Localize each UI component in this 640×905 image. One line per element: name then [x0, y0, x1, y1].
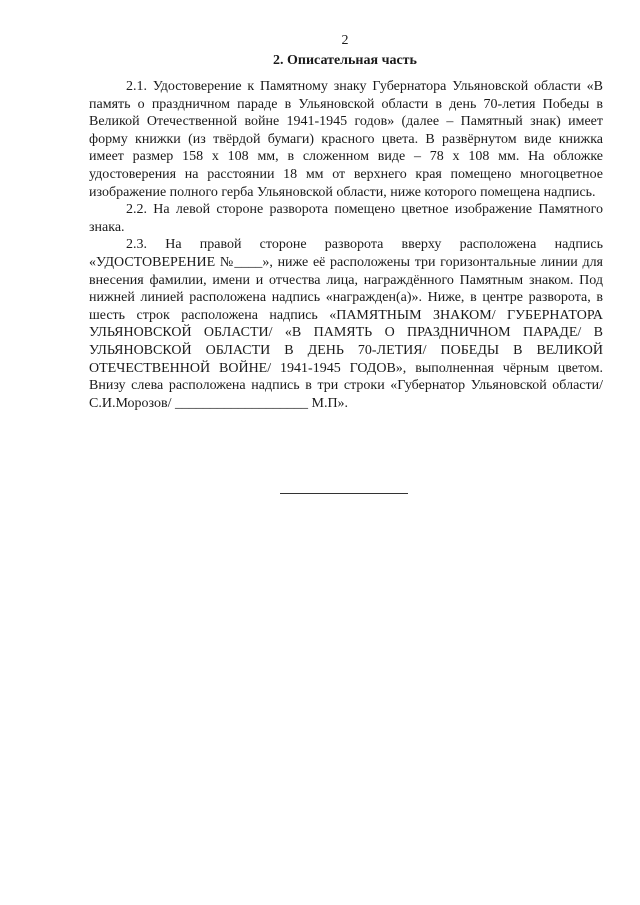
page-number: 2 — [341, 33, 349, 48]
end-separator-line — [280, 493, 408, 494]
body-text — [89, 78, 603, 412]
paragraph-2-3: 2.3. На правой стороне разворота вверху расположена надпись «УДОСТОВЕРЕНИЕ №____», ниже её расположены три горизонтальные линии для внесения фамилии, имени и отчества лица, награждённого Памятным знаком. Под нижней линией расположена надпись «награжден(а)». Ниже, в центре разворота, в шесть строк расположена надпись «ПАМЯТНЫМ ЗНАКОМ/ ГУБЕРНАТОРА УЛЬЯНОВСКОЙ ОБЛАСТИ/ «В ПАМЯТЬ О ПРАЗДНИЧНОМ ПАРАДЕ/ В УЛЬЯНОВСКОЙ ОБЛАСТИ В ДЕНЬ 70-ЛЕТИЯ/ ПОБЕДЫ В ВЕЛИКОЙ ОТЕЧЕСТВЕННОЙ ВОЙНЕ/ 1941-1945 ГОДОВ», выполненная чёрным цветом. Внизу слева расположена надпись в три строки «Губернатор Ульяновской области/ С.И.Морозов/ ___________________ М.П». — [89, 237, 603, 411]
section-title: 2. Описательная часть — [273, 53, 417, 68]
paragraph-2-1: 2.1. Удостоверение к Памятному знаку Губернатора Ульяновской области «В память о праздничном параде в Ульяновской области в день 70-летия Победы в Великой Отечественной войне 1941-1945 годов» (далее – Памятный знак) имеет форму книжки (из твёрдой бумаги) красного цвета. В развёрнутом виде книжка имеет размер 158 х 108 мм, в сложенном виде – 78 х 108 мм. На обложке удостоверения на расстоянии 18 мм от верхнего края помещено многоцветное изображение полного герба Ульяновской области, ниже которого помещена надпись. — [89, 79, 603, 200]
paragraph-2-2: 2.2. На левой стороне разворота помещено цветное изображение Памятного знака. — [89, 202, 603, 235]
